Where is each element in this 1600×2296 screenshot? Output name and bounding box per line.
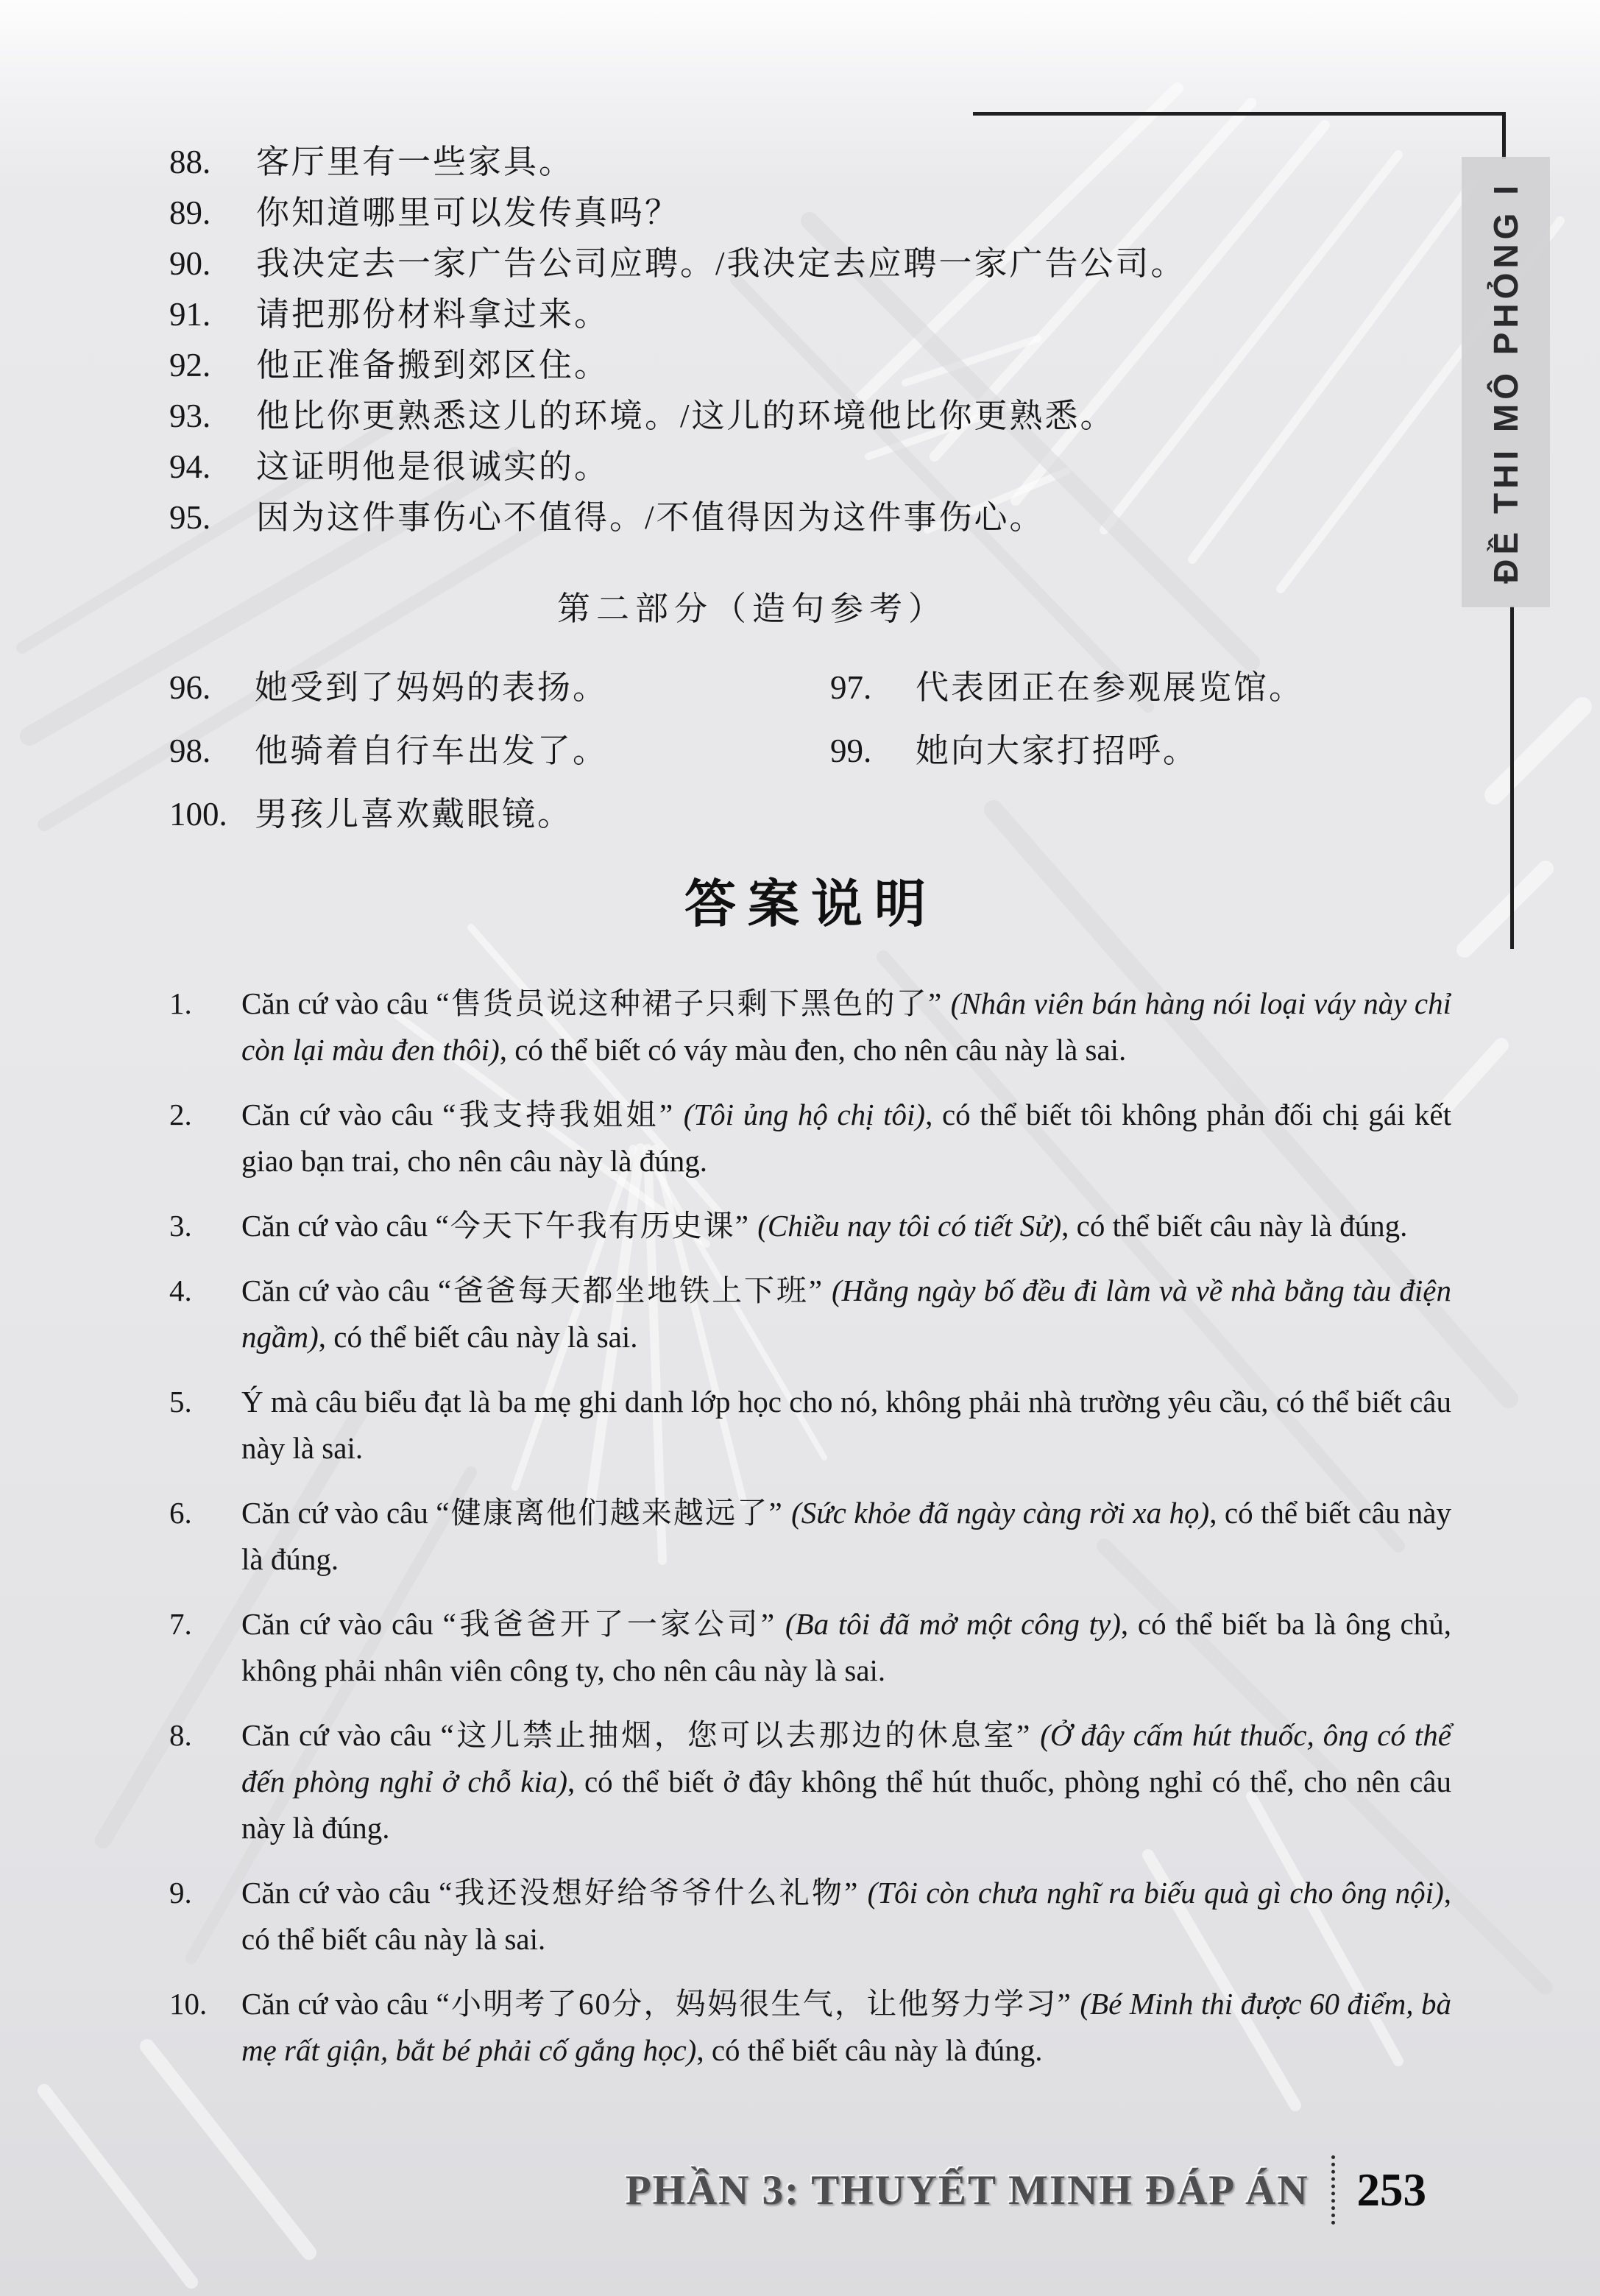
answer-segment-cn: “售货员说这种裙子只剩下黑色的了” [436, 986, 944, 1020]
answer-segment-cn: “小明考了60分，妈妈很生气，让他努力学习” [436, 1987, 1072, 2021]
sentence-number: 89. [169, 194, 211, 231]
answer-segment-it: (Chiều nay tôi có tiết Sử) [749, 1209, 1062, 1243]
answer-text [241, 981, 1451, 1073]
sentence-cell-right [830, 726, 1198, 776]
sentence-item [169, 442, 1453, 492]
answer-segment-vi: , có thể biết có váy màu đen, cho nên câu này là sai. [499, 1033, 1127, 1067]
sentence-item [169, 289, 1453, 340]
answer-item [169, 1203, 1451, 1249]
sentence-text: 他骑着自行车出发了。 [255, 732, 609, 769]
answer-segment-vi: Căn cứ vào câu [241, 1876, 439, 1910]
answer-segment-it: (Sức khỏe đã ngày càng rời xa họ) [783, 1496, 1210, 1530]
answer-text [241, 1981, 1451, 2074]
sentence-number: 99. [830, 732, 872, 769]
sentence-item [169, 391, 1453, 442]
answer-item [169, 1601, 1451, 1694]
chapter-sidebar-tab [1462, 157, 1550, 607]
chapter-tab-label: ĐỀ THI MÔ PHỎNG I [1487, 180, 1525, 584]
sentence-text: 这证明他是很诚实的。 [256, 448, 610, 485]
answer-text [241, 1092, 1451, 1184]
sentence-text: 她向大家打招呼。 [916, 732, 1199, 769]
sentence-number: 95. [169, 499, 211, 536]
sentence-text: 我决定去一家广告公司应聘。/我决定去应聘一家广告公司。 [256, 245, 1186, 282]
sentence-cell-right [830, 663, 1304, 713]
sentence-item [169, 492, 1453, 543]
part2-section-header: 第二部分（造句参考） [556, 590, 947, 627]
sentence-list-part1 [169, 137, 1453, 543]
answer-segment-vi: , có thể biết câu này là đúng. [1061, 1209, 1408, 1243]
answer-segment-it: (Bé Minh thi được 60 điểm, bà mẹ rất giận, bắt bé phải cố gắng học) [241, 1987, 1451, 2067]
sentence-row [169, 726, 1453, 776]
answer-number: 5. [169, 1385, 192, 1419]
answer-item [169, 1092, 1451, 1184]
answer-segment-it: (Nhân viên bán hàng nói loại váy này chỉ còn lại màu đen thôi) [241, 986, 1451, 1067]
sentence-number: 94. [169, 448, 211, 485]
answer-segment-cn: “我还没想好给爷爷什么礼物” [439, 1876, 860, 1910]
sentence-number: 97. [830, 669, 872, 706]
answer-segment-vi: , có thể biết ở đây không thể hút thuốc, phòng nghỉ có thể, cho nên câu này là đúng. [241, 1765, 1451, 1845]
sentence-number: 100. [169, 796, 227, 833]
answer-number: 10. [169, 1987, 208, 2021]
answer-segment-vi: Căn cứ vào câu [241, 1987, 436, 2021]
answer-segment-it: (Tôi còn chưa nghĩ ra biếu quà gì cho ông nội) [859, 1876, 1444, 1910]
answer-segment-vi: , có thể biết tôi không phản đối chị gái kết giao bạn trai, cho nên câu này là đúng. [241, 1098, 1451, 1178]
answer-number: 4. [169, 1274, 192, 1307]
answer-segment-it: (Tôi ủng hộ chị tôi) [674, 1098, 926, 1131]
sentence-number: 90. [169, 245, 211, 282]
sentence-cell-left [169, 663, 830, 713]
answer-segment-vi: , có thể biết câu này là đúng. [696, 2033, 1043, 2067]
answer-segment-vi: , có thể biết ba là ông chủ, không phải nhân viên công ty, cho nên câu này là sai. [241, 1607, 1451, 1687]
sentence-number: 98. [169, 732, 211, 769]
footer-dotted-divider [1331, 2155, 1335, 2225]
sentence-cell-left [169, 789, 830, 839]
sentence-text: 男孩儿喜欢戴眼镜。 [255, 796, 573, 833]
sentence-number: 91. [169, 296, 211, 333]
answer-segment-vi: Căn cứ vào câu [241, 1209, 436, 1243]
answer-number: 9. [169, 1876, 192, 1910]
answer-segment-vi: , có thể biết câu này là đúng. [241, 1496, 1451, 1576]
answer-segment-cn: “这儿禁止抽烟，您可以去那边的休息室” [440, 1718, 1032, 1752]
answer-segment-vi: , có thể biết câu này là sai. [241, 1876, 1451, 1956]
sentence-item [169, 137, 1453, 188]
answer-text [241, 1870, 1451, 1963]
answer-text [241, 1203, 1451, 1249]
sentence-item [169, 340, 1453, 391]
answer-number: 3. [169, 1209, 192, 1243]
answer-item [169, 1870, 1451, 1963]
answer-segment-vi: Căn cứ vào câu [241, 1274, 439, 1307]
answer-item [169, 981, 1451, 1073]
answer-number: 6. [169, 1496, 192, 1530]
answer-number: 7. [169, 1607, 192, 1641]
answer-number: 2. [169, 1098, 192, 1131]
sentence-row [169, 663, 1453, 713]
answer-segment-cn: “今天下午我有历史课” [435, 1209, 750, 1243]
answer-number: 1. [169, 986, 192, 1020]
answer-text [241, 1490, 1451, 1583]
answer-segment-vi: , có thể biết câu này là sai. [318, 1320, 638, 1354]
footer-section-label: PHẦN 3: THUYẾT MINH ĐÁP ÁN [625, 2166, 1309, 2214]
sentence-cell-right [830, 789, 916, 839]
sentence-number: 96. [169, 669, 211, 706]
tab-connector-line-top [1502, 112, 1506, 159]
answer-segment-it: (Ba tôi đã mở một công ty) [776, 1607, 1121, 1641]
answer-segment-cn: “健康离他们越来越远了” [436, 1496, 784, 1530]
answer-segment-vi: Căn cứ vào câu [241, 1607, 443, 1641]
footer-page-number: 253 [1356, 2163, 1426, 2216]
page-footer [626, 2155, 1426, 2225]
sentence-list-part2 [169, 663, 1453, 852]
answer-text [241, 1379, 1451, 1472]
answer-segment-vi: Căn cứ vào câu [241, 986, 436, 1020]
sentence-text: 她受到了妈妈的表扬。 [255, 669, 609, 706]
answer-segment-cn: “爸爸每天都坐地铁上下班” [438, 1274, 824, 1307]
sentence-text: 代表团正在参观展览馆。 [916, 669, 1305, 706]
answer-segment-cn: “我支持我姐姐” [442, 1098, 675, 1131]
sentence-cell-left [169, 726, 830, 776]
answer-item [169, 1712, 1451, 1851]
sentence-number: 93. [169, 398, 211, 434]
answer-segment-vi: Căn cứ vào câu [241, 1718, 441, 1752]
sentence-text: 客厅里有一些家具。 [256, 144, 575, 180]
sentence-text: 他比你更熟悉这儿的环境。/这儿的环境他比你更熟悉。 [256, 398, 1116, 434]
sentence-text: 你知道哪里可以发传真吗？ [256, 194, 681, 231]
sentence-row [169, 789, 1453, 839]
answer-segment-vi: Căn cứ vào câu [241, 1496, 436, 1530]
answer-text [241, 1712, 1451, 1851]
sentence-number: 92. [169, 347, 211, 384]
answer-segment-it: (Hằng ngày bố đều đi làm và về nhà bằng tàu điện ngầm) [241, 1274, 1451, 1354]
answer-text [241, 1268, 1451, 1360]
answer-segment-it: (Ở đây cấm hút thuốc, ông có thể đến phòng nghỉ ở chỗ kia) [241, 1718, 1451, 1798]
answer-item [169, 1981, 1451, 2074]
answer-segment-vi: Ý mà câu biểu đạt là ba mẹ ghi danh lớp học cho nó, không phải nhà trường yêu cầu, có thể biết câu này là sai. [241, 1385, 1451, 1465]
tab-connector-line-horizontal [973, 112, 1506, 116]
sentence-item [169, 239, 1453, 289]
sentence-number: 88. [169, 144, 211, 180]
sentence-number [830, 789, 916, 839]
sentence-item [169, 188, 1453, 239]
answer-text [241, 1601, 1451, 1694]
answers-list [169, 981, 1451, 2092]
sentence-text: 因为这件事伤心不值得。/不值得因为这件事伤心。 [256, 499, 1045, 536]
answer-item [169, 1268, 1451, 1360]
answer-segment-vi: Căn cứ vào câu [241, 1098, 443, 1131]
answer-segment-cn: “我爸爸开了一家公司” [442, 1607, 776, 1641]
answers-heading: 答案说明 [684, 877, 938, 933]
answer-number: 8. [169, 1718, 192, 1752]
answer-item [169, 1379, 1451, 1472]
sentence-text: 他正准备搬到郊区住。 [256, 347, 610, 384]
sentence-text: 请把那份材料拿过来。 [256, 296, 610, 333]
answer-item [169, 1490, 1451, 1583]
